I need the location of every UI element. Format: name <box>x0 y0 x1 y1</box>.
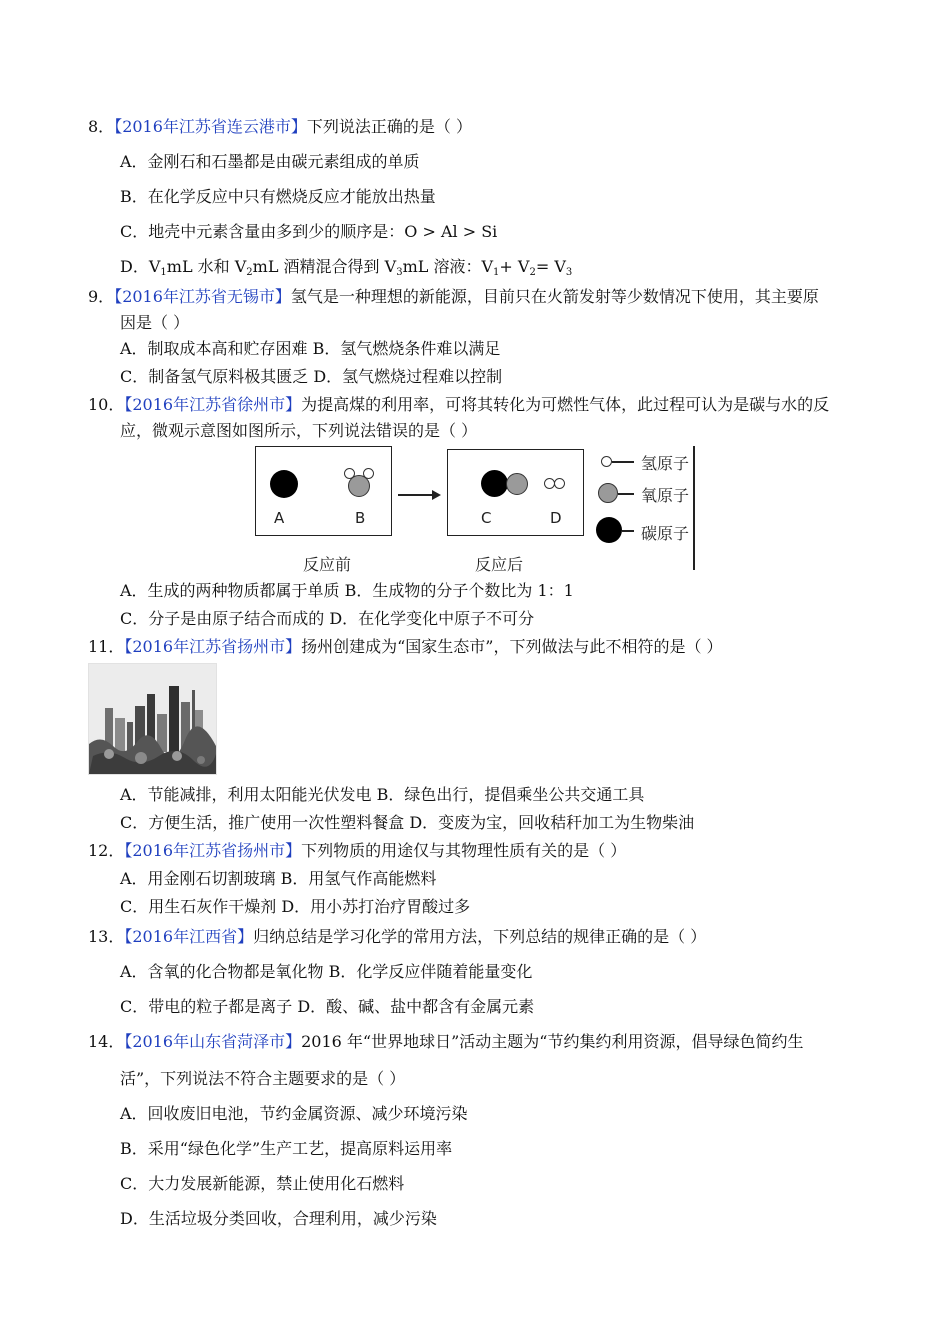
question-number: 13． <box>88 927 125 946</box>
question-text: 下列说法正确的是（ ） <box>306 117 473 136</box>
question-text: 2016 年“世界地球日”活动主题为“节约集约利用资源，倡导绿色简约生 <box>301 1032 804 1051</box>
q14-option-d: D．生活垃圾分类回收，合理利用，减少污染 <box>120 1209 437 1228</box>
label-a: A <box>274 509 285 527</box>
arrow-icon <box>398 494 434 496</box>
q13-options-cd: C．带电的粒子都是离子 D．酸、碱、盐中都含有金属元素 <box>120 997 535 1016</box>
question-14-stem <box>88 1031 803 1053</box>
question-source: 【2016年江苏省连云港市】 <box>114 117 307 136</box>
question-14-stem-cont: 活”，下列说法不符合主题要求的是（ ） <box>120 1069 406 1088</box>
question-source: 【2016年江苏省无锡市】 <box>114 287 291 306</box>
carbon-atom <box>270 470 298 498</box>
question-8-stem <box>88 116 472 138</box>
caption-after: 反应后 <box>475 555 524 574</box>
city-skyline-image <box>88 663 217 775</box>
q12-options-ab: A．用金刚石切割玻璃 B．用氢气作高能燃料 <box>120 869 437 888</box>
question-source: 【2016年山东省菏泽市】 <box>124 1032 302 1051</box>
hydrogen-legend-icon <box>601 456 612 467</box>
legend-hydrogen: 氢原子 <box>641 454 690 473</box>
q13-options-ab: A．含氧的化合物都是氧化物 B．化学反应伴随着能量变化 <box>120 962 533 981</box>
hydrogen-atom <box>554 478 565 489</box>
question-number: 8． <box>88 117 115 136</box>
oxygen-atom <box>506 473 528 495</box>
question-12-stem <box>88 840 626 862</box>
question-source: 【2016年江苏省徐州市】 <box>124 395 302 414</box>
q8-option-d: D．$V_1mL$ 水和 $V_2mL$ 酒精混合得到 $V_3mL$ 溶液：$V_1+ V_2= V_3$ <box>120 257 573 278</box>
q14-option-c: C．大力发展新能源，禁止使用化石燃料 <box>120 1174 405 1193</box>
legend-line <box>622 530 634 532</box>
q12-options-cd: C．用生石灰作干燥剂 D．用小苏打治疗胃酸过多 <box>120 897 471 916</box>
reaction-diagram <box>255 446 700 576</box>
question-9-stem-cont: 因是（ ） <box>120 313 190 332</box>
label-d: D <box>550 509 562 527</box>
question-number: 9． <box>88 287 115 306</box>
question-text: 下列物质的用途仅与其物理性质有关的是（ ） <box>301 841 627 860</box>
legend-line <box>618 493 634 495</box>
q10-options-ab: A．生成的两种物质都属于单质 B．生成物的分子个数比为 1：1 <box>120 581 574 600</box>
oxygen-legend-icon <box>598 483 618 503</box>
q11-options-cd: C．方便生活，推广使用一次性塑料餐盒 D．变废为宝，回收秸秆加工为生物柴油 <box>120 813 695 832</box>
q8-option-b: B．在化学反应中只有燃烧反应才能放出热量 <box>120 187 436 206</box>
question-10-stem <box>88 394 829 416</box>
question-source: 【2016年江苏省扬州市】 <box>124 637 302 656</box>
question-10-stem-cont: 应，微观示意图如图所示，下列说法错误的是（ ） <box>120 421 478 440</box>
q9-options-cd: C．制备氢气原料极其匮乏 D．氢气燃烧过程难以控制 <box>120 367 503 386</box>
question-source: 【2016年江西省】 <box>124 927 254 946</box>
arrow-head-icon <box>432 490 441 500</box>
legend-line <box>612 461 634 463</box>
q14-option-b: B．采用“绿色化学”生产工艺，提高原料运用率 <box>120 1139 453 1158</box>
legend-oxygen: 氧原子 <box>641 486 690 505</box>
caption-before: 反应前 <box>303 555 352 574</box>
q8-option-c: C．地壳中元素含量由多到少的顺序是：O > Al > Si <box>120 222 498 241</box>
question-number: 10． <box>88 395 125 414</box>
question-number: 12． <box>88 841 125 860</box>
q10-options-cd: C．分子是由原子结合而成的 D．在化学变化中原子不可分 <box>120 609 535 628</box>
question-text: 为提高煤的利用率，可将其转化为可燃性气体，此过程可认为是碳与水的反 <box>301 395 830 414</box>
question-text: 扬州创建成为“国家生态市”，下列做法与此不相符的是（ ） <box>301 637 723 656</box>
oxygen-atom <box>348 475 370 497</box>
question-number: 14． <box>88 1032 125 1051</box>
question-13-stem <box>88 926 706 948</box>
question-text: 氢气是一种理想的新能源，目前只在火箭发射等少数情况下使用，其主要原 <box>290 287 819 306</box>
question-source: 【2016年江苏省扬州市】 <box>124 841 302 860</box>
skyline-illustration <box>89 664 216 774</box>
question-11-stem <box>88 636 723 658</box>
q11-options-ab: A．节能减排，利用太阳能光伏发电 B．绿色出行，提倡乘坐公共交通工具 <box>120 785 645 804</box>
carbon-legend-icon <box>596 517 622 543</box>
legend-carbon: 碳原子 <box>641 524 690 543</box>
label-c: C <box>481 509 492 527</box>
question-9-stem <box>88 286 819 308</box>
question-text: 归纳总结是学习化学的常用方法，下列总结的规律正确的是（ ） <box>253 927 707 946</box>
question-number: 11． <box>88 637 125 656</box>
carbon-atom <box>481 470 508 497</box>
legend-divider <box>693 446 695 570</box>
q9-options-ab: A．制取成本高和贮存困难 B．氢气燃烧条件难以满足 <box>120 339 501 358</box>
q14-option-a: A．回收废旧电池，节约金属资源、减少环境污染 <box>120 1104 468 1123</box>
q8-option-a: A．金刚石和石墨都是由碳元素组成的单质 <box>120 152 420 171</box>
label-b: B <box>355 509 366 527</box>
